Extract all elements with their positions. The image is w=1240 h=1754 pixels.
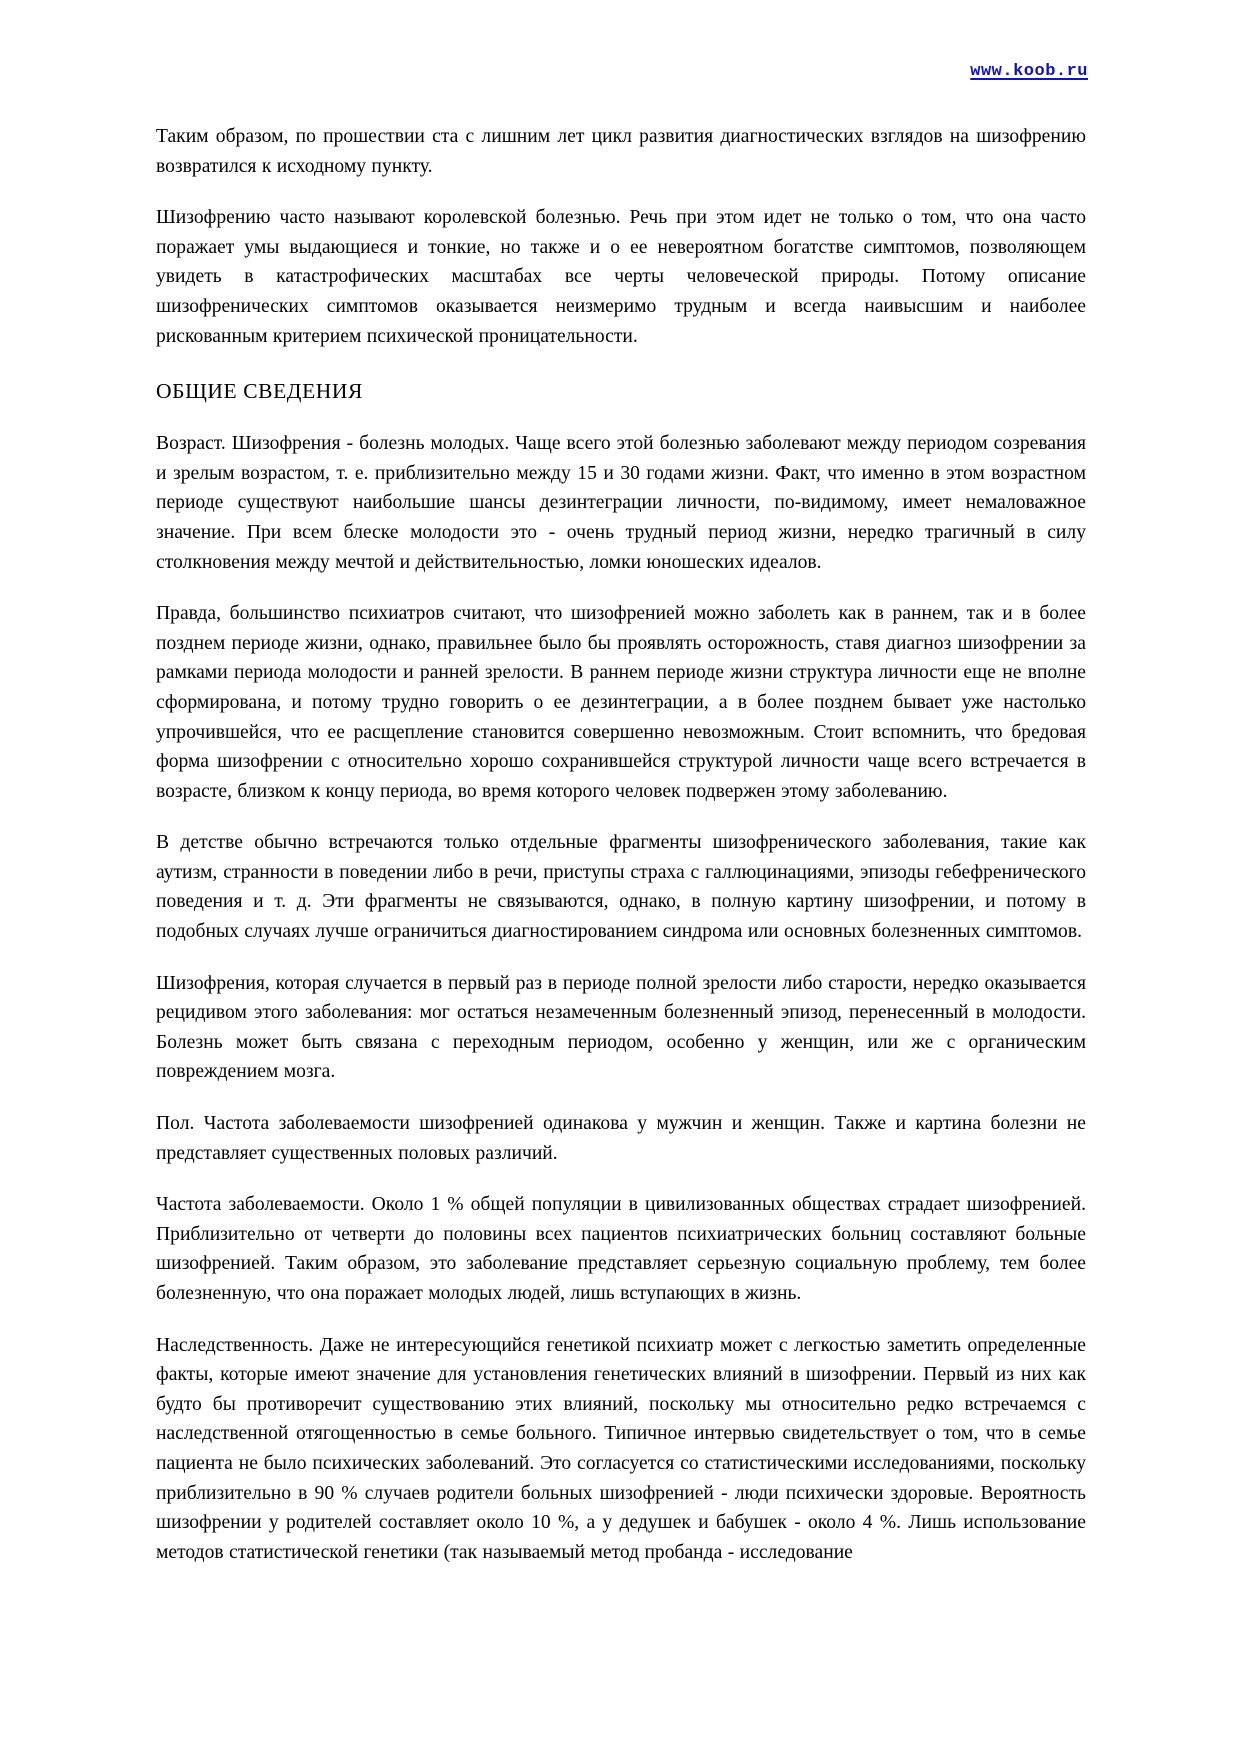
body-paragraph: В детстве обычно встречаются только отдельные фрагменты шизофренического заболевания, такие как аутизм, странности в поведении либо в речи, приступы страха с галлюцинациями, эпизоды гебефренического поведения и т. д. Эти фрагменты не связываются, однако, в полную картину шизофрении, и потому в подобных случаях лучше ограничиться диагностированием синдрома или основных болезненных симптомов. (156, 832, 1086, 943)
body-paragraph: Шизофрения, которая случается в первый раз в периоде полной зрелости либо старости, нередко оказывается рецидивом этого заболевания: мог остаться незамеченным болезненный эпизод, перенесенный в молодости. Болезнь может быть связана с переходным периодом, особенно у женщин, или же с органическим повреждением мозга. (156, 972, 1086, 1083)
page-header (0, 0, 1240, 110)
body-paragraph: Пол. Частота заболеваемости шизофренией одинакова у мужчин и женщин. Также и картина болезни не представляет существенных половых различий. (156, 1113, 1086, 1164)
site-watermark-link[interactable]: www.koob.ru (970, 62, 1088, 81)
section-heading: ОБЩИЕ СВЕДЕНИЯ (156, 379, 364, 404)
body-paragraph: Правда, большинство психиатров считают, что шизофренией можно заболеть как в раннем, так и в более позднем периоде жизни, однако, правильнее было бы проявлять осторожность, ставя диагноз шизофрении за рамками периода молодости и ранней зрелости. В раннем периоде жизни структура личности еще не вполне сформирована, и потому трудно говорить о ее дезинтеграции, а в более позднем бывает уже настолько упрочившейся, что ее расщепление становится совершенно невозможным. Стоит вспомнить, что бредовая форма шизофрении с относительно хорошо сохранившейся структурой личности чаще всего встречается в возрасте, близком к концу периода, во время которого человек подвержен этому заболеванию. (156, 603, 1086, 802)
body-paragraph: Наследственность. Даже не интересующийся генетикой психиатр может с легкостью заметить определенные факты, которые имеют значение для установления генетических влияний в шизофрении. Первый из них как будто бы противоречит существованию этих влияний, поскольку мы относительно редко встречаемся с наследственной отягощенностью в семье больного. Типичное интервью свидетельствует о том, что в семье пациента не было психических заболеваний. Это согласуется со статистическими исследованиями, поскольку приблизительно в 90 % случаев родители больных шизофренией - люди психически здоровые. Вероятность шизофрении у родителей составляет около 10 %, а у дедушек и бабушек - около 4 %. Лишь использование методов статистической генетики (так называемый метод пробанда - исследование (156, 1334, 1086, 1563)
body-paragraph: Частота заболеваемости. Около 1 % общей популяции в цивилизованных обществах страдает шизофренией. Приблизительно от четверти до половины всех пациентов психиатрических больниц составляют больные шизофренией. Таким образом, это заболевание представляет серьезную социальную проблему, тем более болезненную, что она поражает молодых людей, лишь вступающих в жизнь. (156, 1194, 1086, 1304)
body-paragraph: Таким образом, по прошествии ста с лишним лет цикл развития диагностических взглядов на шизофрению возвратился к исходному пункту. (156, 126, 1086, 177)
body-paragraph: Возраст. Шизофрения - болезнь молодых. Чаще всего этой болезнью заболевают между периодом созревания и зрелым возрастом, т. е. приблизительно между 15 и 30 годами жизни. Факт, что именно в этом возрастном периоде существуют наибольшие шансы дезинтеграции личности, по-видимому, имеет немаловажное значение. При всем блеске молодости это - очень трудный период жизни, нередко трагичный в силу столкновения между мечтой и действительностью, ломки юношеских идеалов. (156, 433, 1086, 573)
body-paragraph: Шизофрению часто называют королевской болезнью. Речь при этом идет не только о том, что она часто поражает умы выдающиеся и тонкие, но также и о ее невероятном богатстве симптомов, позволяющем увидеть в катастрофических масштабах все черты человеческой природы. Потому описание шизофренических симптомов оказывается неизмеримо трудным и всегда наивысшим и наиболее рискованным критерием психической проницательности. (156, 207, 1086, 347)
document-body (156, 122, 1086, 1567)
